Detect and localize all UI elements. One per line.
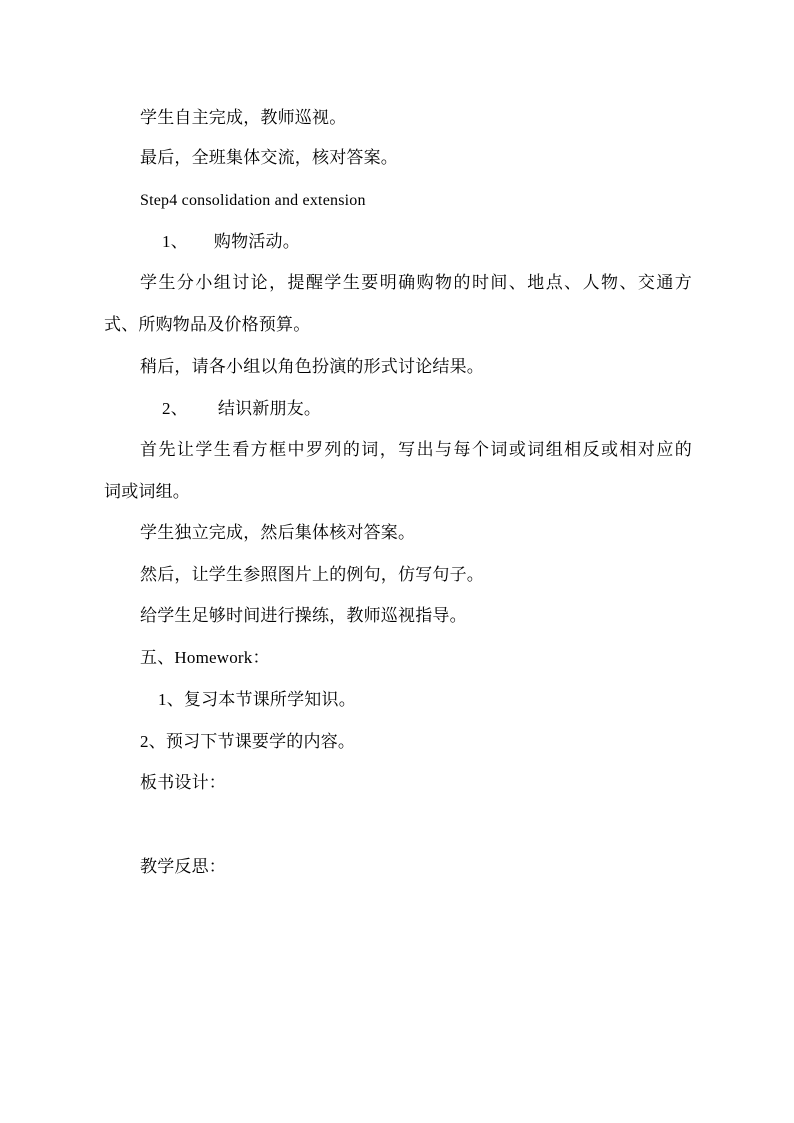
paragraph-line: 式、所购物品及价格预算。: [104, 315, 311, 334]
paragraph-line: 词或词组。: [104, 482, 190, 501]
paragraph-line: 稍后，请各小组以角色扮演的形式讨论结果。: [140, 357, 484, 376]
item-text: 购物活动。: [213, 232, 300, 251]
list-item: 1、复习本节课所学知识。: [158, 690, 356, 709]
paragraph-line: 然后，让学生参照图片上的例句，仿写句子。: [140, 565, 484, 584]
paragraph-line: 首先让学生看方框中罗列的词，写出与每个词或词组相反或相对应的: [140, 440, 692, 459]
paragraph-line: 学生独立完成，然后集体核对答案。: [140, 523, 416, 542]
list-item: 2、预习下节课要学的内容。: [140, 732, 356, 751]
paragraph-line: 学生分小组讨论，提醒学生要明确购物的时间、地点、人物、交通方: [140, 273, 692, 292]
section-label: 教学反思：: [140, 857, 226, 876]
section-label: 板书设计：: [140, 773, 226, 792]
item-text: 结识新朋友。: [217, 399, 322, 418]
item-number: 1、: [162, 232, 188, 251]
item-number: 2、: [162, 399, 188, 418]
paragraph-line: 学生自主完成，教师巡视。: [140, 108, 347, 127]
paragraph-line: 给学生足够时间进行操练，教师巡视指导。: [140, 606, 467, 625]
paragraph-line: 最后，全班集体交流，核对答案。: [140, 148, 398, 167]
numbered-item: [162, 232, 300, 252]
section-heading: Step4 consolidation and extension: [140, 192, 366, 209]
numbered-item: [162, 399, 321, 419]
section-heading: 五、Homework：: [140, 648, 270, 667]
